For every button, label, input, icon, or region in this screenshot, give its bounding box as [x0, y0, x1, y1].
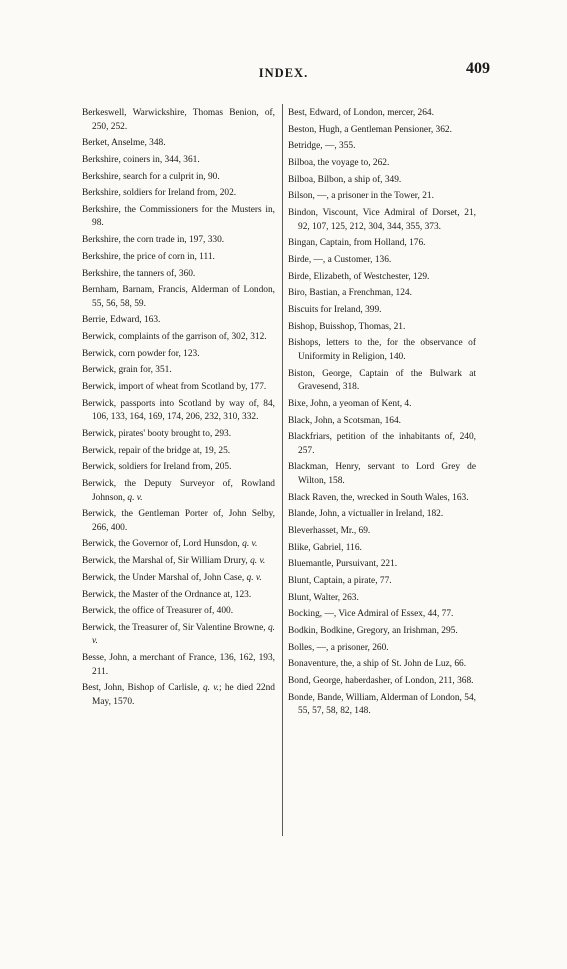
index-entry: Berwick, import of wheat from Scotland by, 177.	[82, 382, 267, 393]
index-entry: Berkshire, soldiers for Ireland from, 202.	[82, 188, 237, 199]
index-entry: Beston, Hugh, a Gentleman Pensioner, 362.	[288, 124, 452, 135]
index-entry: Berwick, the Master of the Ordnance at, 123.	[82, 589, 252, 600]
index-entry: Berwick, the Gentleman Porter of, John Selby, 266, 400.	[82, 509, 275, 533]
index-entry: Bixe, John, a yeoman of Kent, 4.	[288, 398, 412, 409]
index-entry: Betridge, —, 355.	[288, 141, 356, 152]
index-entry: Blande, John, a victualler in Ireland, 182.	[288, 509, 444, 520]
index-entry: Bocking, —, Vice Admiral of Essex, 44, 77.	[288, 609, 454, 620]
index-entry: Blunt, Walter, 263.	[288, 592, 359, 603]
index-entry: Berwick, the Marshal of, Sir William Drury, q. v.	[82, 556, 266, 567]
index-entry: Berwick, repair of the bridge at, 19, 25.	[82, 445, 231, 456]
index-entry: Berwick, the Governor of, Lord Hunsdon, q. v.	[82, 539, 258, 550]
index-entry: Bernham, Barnam, Francis, Alderman of London, 55, 56, 58, 59.	[82, 285, 275, 309]
index-entry: Bilson, —, a prisoner in the Tower, 21.	[288, 191, 434, 202]
index-entry: Bonaventure, the, a ship of St. John de Luz, 66.	[288, 659, 467, 670]
index-entry: Berkshire, coiners in, 344, 361.	[82, 154, 200, 165]
index-entry: Bond, George, haberdasher, of London, 211, 368.	[288, 676, 474, 687]
index-entry: Berwick, grain for, 351.	[82, 365, 172, 376]
index-entry: Bingan, Captain, from Holland, 176.	[288, 238, 426, 249]
index-entry: Berkshire, search for a culprit in, 90.	[82, 171, 220, 182]
index-entry: Blackfriars, petition of the inhabitants of, 240, 257.	[288, 432, 476, 456]
index-entry: Berkshire, the corn trade in, 197, 330.	[82, 235, 225, 246]
index-entry: Blackman, Henry, servant to Lord Grey de Wilton, 158.	[288, 462, 476, 486]
index-entry: Besse, John, a merchant of France, 136, 162, 193, 211.	[82, 653, 275, 677]
running-header-title: INDEX.	[258, 66, 309, 80]
index-entry: Bishop, Buisshop, Thomas, 21.	[288, 321, 406, 332]
index-entry: Berwick, pirates' booty brought to, 293.	[82, 429, 232, 439]
index-entry: Berrie, Edward, 163.	[82, 315, 161, 326]
index-entry: Blunt, Captain, a pirate, 77.	[288, 576, 392, 586]
index-column-left	[82, 107, 275, 712]
index-entry: Biscuits for Ireland, 399.	[288, 305, 382, 316]
index-entry: Berwick, the office of Treasurer of, 400.	[82, 606, 234, 617]
index-entry: Biston, George, Captain of the Bulwark at Gravesend, 318.	[288, 368, 476, 393]
index-entry: Berwick, soldiers for Ireland from, 205.	[82, 462, 232, 473]
index-entry: Berkeswell, Warwickshire, Thomas Benion, of, 250, 252.	[82, 108, 275, 132]
index-entry: Birde, —, a Customer, 136.	[288, 255, 392, 265]
index-entry: Bonde, Bande, William, Alderman of London, 54, 55, 57, 58, 82, 148.	[288, 692, 476, 717]
index-entry: Bodkin, Bodkine, Gregory, an Irishman, 295.	[288, 626, 458, 637]
column-divider	[282, 104, 283, 836]
index-entry: Berkshire, the Commissioners for the Musters in, 98.	[82, 204, 275, 229]
index-entry: Black Raven, the, wrecked in South Wales, 163.	[288, 492, 469, 503]
index-entry: Bilboa, the voyage to, 262.	[288, 158, 390, 169]
index-entry: Bluemantle, Pursuivant, 221.	[288, 559, 398, 570]
index-entry: Berwick, the Treasurer of, Sir Valentine Browne, q. v.	[82, 622, 275, 647]
index-entry: Bilboa, Bilbon, a ship of, 349.	[288, 174, 402, 185]
index-entry: Berwick, complaints of the garrison of, 302, 312.	[82, 332, 267, 343]
index-entry: Berwick, the Under Marshal of, John Case, q. v.	[82, 572, 262, 583]
index-entry: Bindon, Viscount, Vice Admiral of Dorset, 21, 92, 107, 125, 212, 304, 344, 355, 373.	[288, 208, 476, 232]
index-entry: Bolles, —, a prisoner, 260.	[288, 642, 389, 653]
index-entry: Black, John, a Scotsman, 164.	[288, 415, 402, 426]
index-entry: Berwick, the Deputy Surveyor of, Rowland Johnson, q. v.	[82, 479, 275, 503]
index-entry: Bleverhasset, Mr., 69.	[288, 525, 371, 536]
index-entry: Birde, Elizabeth, of Westchester, 129.	[288, 271, 430, 282]
index-entry: Best, John, Bishop of Carlisle, q. v.; he died 22nd May, 1570.	[82, 683, 275, 707]
index-entry: Berkshire, the tanners of, 360.	[82, 268, 196, 279]
index-entry: Biro, Bastian, a Frenchman, 124.	[288, 288, 412, 299]
index-entry: Berwick, corn powder for, 123.	[82, 348, 200, 359]
page-number: 409	[466, 60, 490, 77]
index-entry: Berkshire, the price of corn in, 111.	[82, 251, 215, 262]
index-entry: Blike, Gabriel, 116.	[288, 542, 362, 553]
index-entry: Berwick, passports into Scotland by way of, 84, 106, 133, 164, 169, 174, 206, 232, 310, 332.	[82, 398, 275, 423]
index-column-right	[288, 107, 476, 722]
index-entry: Best, Edward, of London, mercer, 264.	[288, 108, 434, 118]
index-entry: Berket, Anselme, 348.	[82, 138, 166, 149]
index-entry: Bishops, letters to the, for the observance of Uniformity in Religion, 140.	[288, 338, 476, 362]
